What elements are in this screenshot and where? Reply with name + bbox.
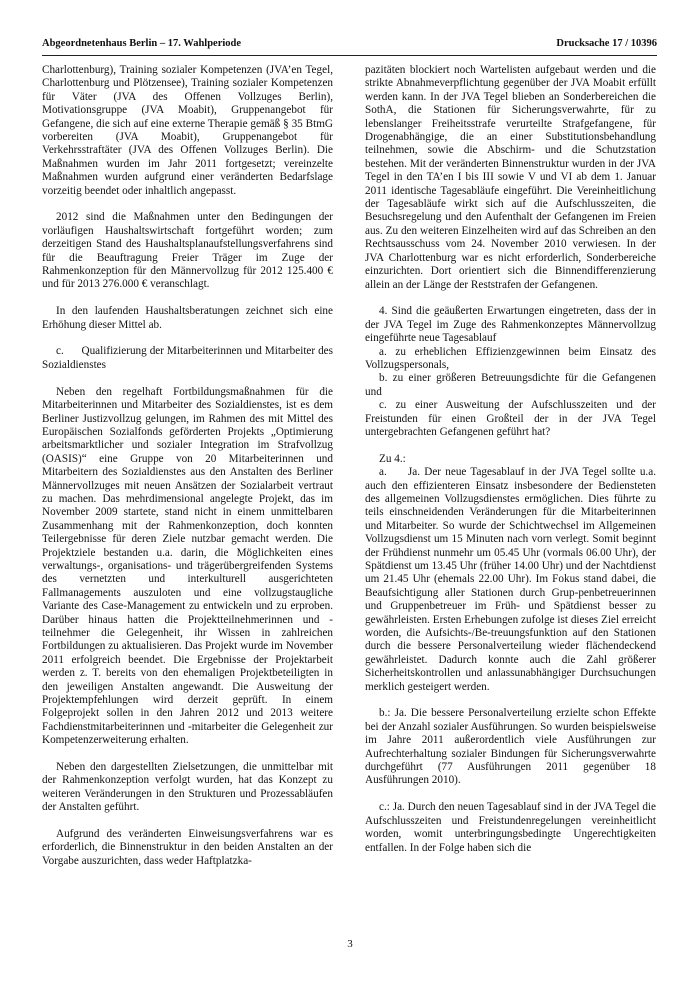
paragraph: pazitäten blockiert noch Wartelisten aufgebaut werden und die strikte Abnahmeverpflichtung gegenüber der JVA Moabit erfüllt werden kann. In der JVA Tegel blieben an Sonderbereichen die SothA, die Stationen für Sicherungsverwahrte, für zu lebenslanger Freiheitsstrafe verurteilte Strafgefangene, für Drogenabhängige, die an einer Substitutionsbehandlung teilnehmen, sowie die Abschirm- und die Schutzstation bestehen. Mit der veränderten Binnenstruktur wurden in der JVA Tegel in den TA’en I bis III sowie V und VI ab dem 1. Januar 2011 identische Tagesabläufe eingeführt. Die Vereinheitlichung der Tagesabläufe wirkt sich auf die Aufschlusszeiten, die Besuchsregelung und den Aufenthalt der Gefangenen im Freien aus. Zu den weiteren Einzelheiten wird auf das Schreiben an den Rechtsausschuss vom 24. November 2010 verwiesen. In der JVA Charlottenburg war es nicht erforderlich, Sonderbereiche einzurichten. Dort orientiert sich die Binnendifferenzierung allein an der Länge der Reststrafen der Gefangenen.: [365, 64, 656, 291]
header-rule: [42, 55, 657, 56]
paragraph: Neben den regelhaft Fortbildungsmaßnahmen für die Mitarbeiterinnen und Mitarbeiter des Sozialdienstes, ist es dem Berliner Justizvollzug gelungen, im Rahmen des mit Mittel des Europäischen Sozialfonds geförderten Projekts „Optimierung arbeitsmarktlicher und sozialer Integration im Strafvollzug (OASIS)“ eine Gruppe von 20 Mitarbeiterinnen und Mitarbeitern des Sozialdienstes aus den Anstalten des Berliner Männervollzuges mit neuen Ansätzen der Sozialarbeit vertraut zu machen. Das mehrdimensional angelegte Projekt, das im November 2009 startete, stand nicht in einem unmittelbaren Zusammenhang mit der Rahmenkonzeption, doch konnten Teilergebnisse für deren Ziele nutzbar gemacht werden. Die Projektziele bestanden u.a. darin, die Möglichkeiten eines verwaltungs-, organisations- und trägerübergreifenden Systems des vernetzten und interkulturell ausgerichteten Fallmanagements auszuloten und eine vollzugstaugliche Variante des Case-Management zu entwickeln und zu erproben. Darüber hinaus hatten die Projektteilnehmerinnen und -teilnehmer die Gelegenheit, ihr Wissen in zahlreichen Fortbildungen zu aktualisieren. Das Projekt wurde im November 2011 erfolgreich beendet. Die Ergebnisse der Projektarbeit werden z. T. bereits von den ehemaligen Projektbeteiligten in den jeweiligen Anstalten angewandt. Die Ausweitung der Projektempfehlungen wird derzeit geprüft. In einem Folgeprojekt sollen in den Jahren 2012 und 2013 weitere Fachdienstmitarbeiterinnen und -mitarbeiter die Gelegenheit zur Kompetenzerweiterung erhalten.: [42, 385, 333, 747]
page-number: 3: [347, 938, 353, 950]
question-item: b. zu einer größeren Betreuungsdichte für die Gefangenen und: [365, 372, 656, 398]
answer-paragraph: b.: Ja. Die bessere Personalverteilung erzielte schon Effekte bei der Anzahl sozialer Ausführungen. So wurden beispielsweise im Jahre 2011 außerordentlich viele Ausführungen zur Aufrechterhaltung sozialer Bindungen für Sicherungsverwahrte durchgeführt (77 Ausführungen 2011 gegenüber 18 Ausführungen 2010).: [365, 707, 656, 787]
right-column: [365, 64, 659, 855]
paragraph: Aufgrund des veränderten Einweisungsverfahrens war es erforderlich, die Binnenstruktur in den beiden Anstalten an der Vorgabe auszurichten, dass weder Haftplatzka-: [42, 828, 333, 867]
header-parliament: Abgeordnetenhaus Berlin – 17. Wahlperiode: [42, 38, 242, 49]
paragraph: 2012 sind die Maßnahmen unter den Bedingungen der vorläufigen Haushaltswirtschaft fortgeführt worden; zum derzeitigen Stand des Haushaltsplanaufstellungsverfahrens sind für die Beauftragung Freier Träger im Zuge der Rahmenkonzeption für den Männervollzug für 2012 125.400 € und für 2013 276.000 € veranschlagt.: [42, 211, 333, 291]
paragraph: Neben den dargestellten Zielsetzungen, die unmittelbar mit der Rahmenkonzeption verfolgt wurden, hat das Konzept zu weiteren Veränderungen in den Strukturen und Prozessabläufen der Anstalten geführt.: [42, 761, 333, 814]
question-item: a. zu erheblichen Effizienzgewinnen beim Einsatz des Vollzugspersonals,: [365, 345, 656, 371]
answer-paragraph: a. Ja. Der neue Tagesablauf in der JVA Tegel sollte u.a. auch den effizienteren Einsatz insbesondere der Bediensteten des allgemeinen Vollzugsdienstes ermöglichen. Dies führte zu teils einschneidenden Veränderungen für die Mitarbeiterinnen und Mitarbeiter. So wurde der Schichtwechsel im Allgemeinen Vollzugsdienst um 15 Minuten nach vorn verlegt. Somit beginnt der Frühdienst nunmehr um 05.45 Uhr (vormals 06.00 Uhr), der Spätdienst um 13.45 Uhr (früher 14.00 Uhr) und der Nachtdienst um 21.45 Uhr (ehemals 22.00 Uhr). Im Fokus stand dabei, die Beaufsichtigung aller Stationen durch Grup-penbetreuerinnen und Gruppenbetreuer im Früh- und Spätdienst besser zu gewährleisten. Ersten Erhebungen zufolge ist dieses Ziel erreicht worden, die Aufsichts-/Be-treuungsfunktion auf den Stationen durch die bessere Personalverteilung wieder flächendeckend gewährleistet. Dadurch konnte auch die Zahl größerer Sicherheitskontrollen und anlassunabhängiger Durchsuchungen merklich gesteigert werden.: [365, 466, 659, 693]
paragraph: In den laufenden Haushaltsberatungen zeichnet sich eine Erhöhung dieser Mittel ab.: [42, 305, 333, 331]
left-column: [42, 64, 336, 868]
header-document-number: Drucksache 17 / 10396: [556, 38, 657, 49]
answer-paragraph: c.: Ja. Durch den neuen Tagesablauf sind in der JVA Tegel die Aufschlusszeiten und Freistundenregelungen vereinheitlicht worden, womit unterbringungsbedingte Ungerechtigkeiten entfallen. In der Folge haben sich die: [365, 801, 656, 854]
question-intro: 4. Sind die geäußerten Erwartungen eingetreten, dass der in der JVA Tegel im Zuge des Rahmenkonzeptes Männervollzug eingeführte neue Tagesablauf: [365, 305, 656, 345]
page-header: [42, 38, 657, 54]
answer-label: Zu 4.:: [379, 452, 406, 465]
section-heading: c. Qualifizierung der Mitarbeiterinnen und Mitarbeiter des Sozialdienstes: [42, 345, 336, 371]
paragraph: Charlottenburg), Training sozialer Kompetenzen (JVA’en Tegel, Charlottenburg und Plötzensee), Training sozialer Kompetenzen für Väter (JVA des Offenen Vollzuges Berlin), Motivationsgruppe (JVA Moabit), Gruppenangebot für Gefangene, die sich auf eine externe Therapie gemäß § 35 BtmG vorbereiten (JVA Moabit), Gruppenangebot für Verkehrsstraftäter (JVA des Offenen Vollzuges Berlin). Die Maßnahmen wurden im Jahr 2011 fortgesetzt; vereinzelte Maßnahmen wurden aufgrund einer veränderten Bedarfslage vorzeitig beendet oder inhaltlich angepasst.: [42, 64, 333, 197]
question-item: c. zu einer Ausweitung der Aufschlusszeiten und der Freistunden für einen Großteil der in der JVA Tegel untergebrachten Gefangenen geführt hat?: [365, 399, 656, 438]
